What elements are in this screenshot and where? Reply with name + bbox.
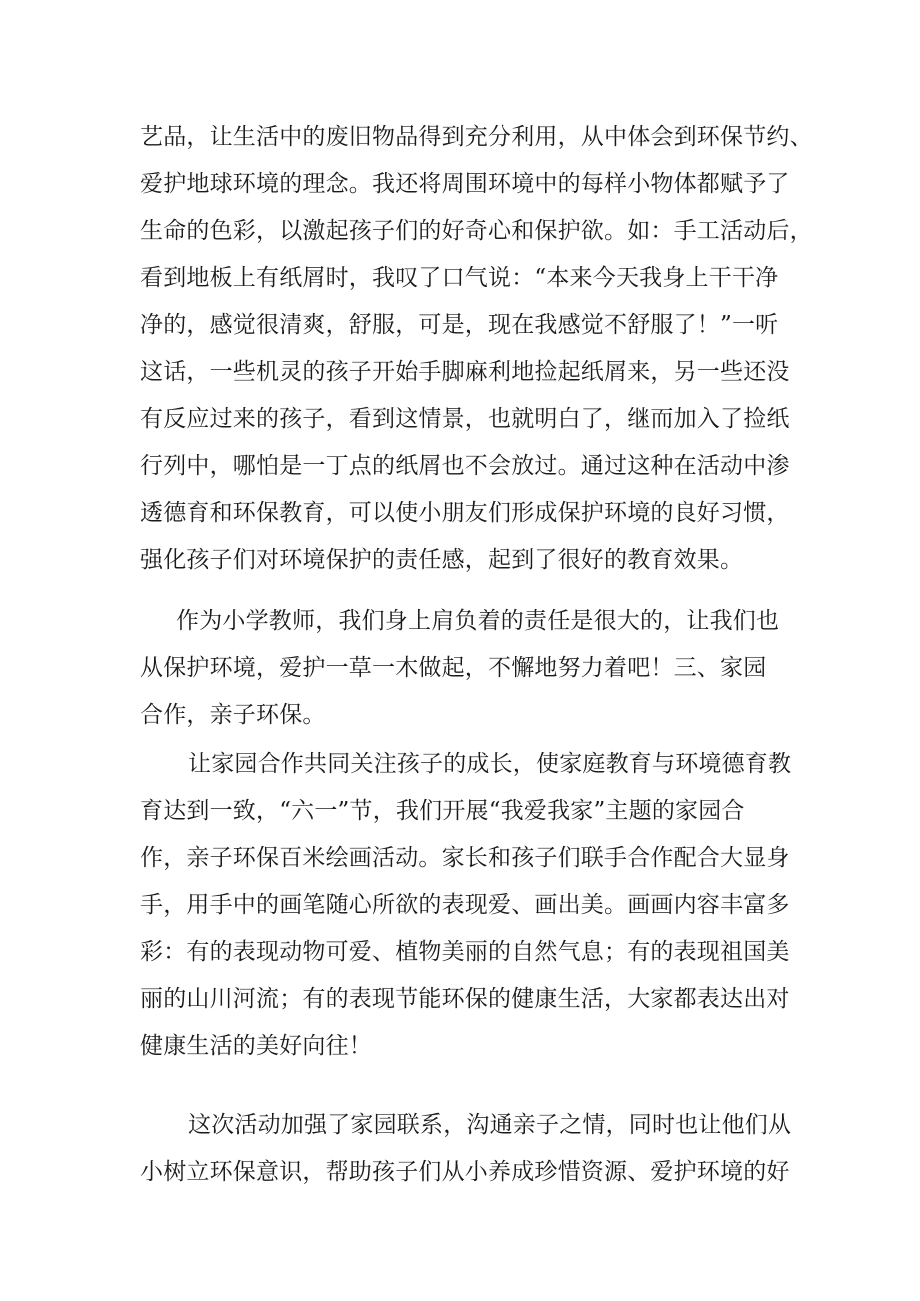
text-line: 小树立环保意识，帮助孩子们从小养成珍惜资源、爱护环境的好 [140, 1159, 790, 1185]
text-line: 让家园合作共同关注孩子的成长，使家庭教育与环境德育教 [188, 751, 792, 777]
text-line: 看到地板上有纸屑时，我叹了口气说：“本来今天我身上干干净 [140, 265, 779, 291]
text-line: 艺品，让生活中的废旧物品得到充分利用，从中体会到环保节约、 [140, 124, 813, 150]
text-line: 作为小学教师，我们身上肩负着的责任是很大的，让我们也 [176, 608, 780, 634]
text-line: 丽的山川河流；有的表现节能环保的健康生活，大家都表达出对 [140, 986, 790, 1012]
text-line: 行列中，哪怕是一丁点的纸屑也不会放过。通过这种在活动中渗 [140, 453, 790, 479]
text-line: 这话，一些机灵的孩子开始手脚麻利地捡起纸屑来，另一些还没 [140, 359, 790, 385]
text-line: 手，用手中的画笔随心所欲的表现爱、画出美。画画内容丰富多 [140, 892, 790, 918]
text-line: 强化孩子们对环境保护的责任感，起到了很好的教育效果。 [140, 547, 744, 573]
text-line: 作，亲子环保百米绘画活动。家长和孩子们联手合作配合大显身 [140, 845, 790, 871]
text-line: 从保护环境，爱护一草一木做起，不懈地努力着吧！三、家园 [140, 655, 767, 681]
text-line: 健康生活的美好向往！ [140, 1033, 372, 1059]
paragraph-home-school-cooperation [140, 741, 805, 1070]
text-line: 有反应过来的孩子，看到这情景，也就明白了，继而加入了捡纸 [140, 406, 790, 432]
text-line: 这次活动加强了家园联系，沟通亲子之情，同时也让他们从 [188, 1112, 792, 1138]
text-line: 透德育和环保教育，可以使小朋友们形成保护环境的良好习惯， [140, 500, 790, 526]
paragraph-recycling-crafts [140, 114, 813, 584]
paragraph-activity-outcome [140, 1102, 805, 1196]
text-line: 净的，感觉很清爽，舒服，可是，现在我感觉不舒服了！”一听 [140, 312, 779, 338]
text-line: 爱护地球环境的理念。我还将周围环境中的每样小物体都赋予了 [140, 171, 790, 197]
text-line: 育达到一致，“六一”节，我们开展“我爱我家”主题的家园合 [140, 798, 745, 824]
paragraph-teacher-responsibility [140, 598, 805, 739]
text-line: 生命的色彩，以激起孩子们的好奇心和保护欲。如：手工活动后， [140, 218, 813, 244]
text-line: 合作，亲子环保。 [140, 702, 326, 728]
text-line: 彩：有的表现动物可爱、植物美丽的自然气息；有的表现祖国美 [140, 939, 790, 965]
